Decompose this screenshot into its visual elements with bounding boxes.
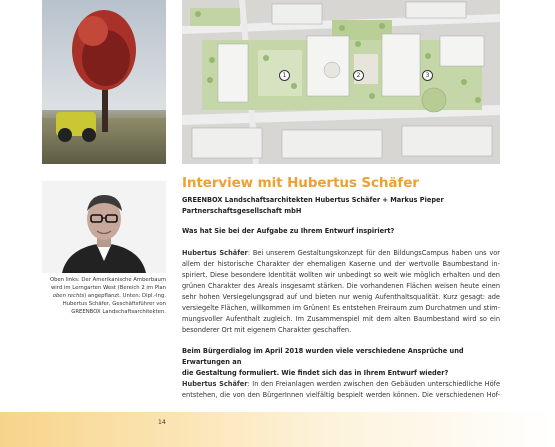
caption-line: GREENBOX Landschaftsarchitekten. — [71, 309, 166, 315]
caption-italic: oben rechts — [52, 293, 85, 299]
answer-1 — [182, 248, 500, 336]
question-line: Beim Bürgerdialog im April 2018 wurden viele verschiedene Ansprüche und Erwartungen an — [182, 347, 464, 366]
subtitle-line: GREENBOX Landschaftsarchitekten Hubertus Schäfer + Markus Pieper — [182, 196, 444, 204]
answer-text: : In den Freianlagen werden zwischen den Gebäuden unterschiedliche Höfe — [247, 380, 501, 388]
page-number: 14 — [158, 419, 166, 426]
answer-line — [182, 248, 500, 259]
speaker-name: Hubertus Schäfer — [182, 249, 248, 257]
plan-marker-2: 2 — [353, 70, 364, 81]
answer-text: : Bei unserem Gestaltungskonzept für den BildungsCampus haben uns vor — [247, 249, 500, 257]
question-line: die Gestaltung formuliert. Wie findet sich das in Ihrem Entwurf wieder? — [182, 369, 449, 377]
portrait-photo — [42, 181, 166, 273]
interview-subtitle — [182, 195, 444, 217]
wheel — [58, 128, 72, 142]
question-2 — [182, 346, 500, 379]
wheel — [82, 128, 96, 142]
answer-line: sehr hohen Versiegelungsgrad auf und bieten nur wenig Aufenthaltsqualität. Kurz gesagt: ade — [182, 293, 500, 301]
answer-line: allem der historische Charakter der ehemaligen Kaserne und der wertvolle Baumbestand in- — [182, 260, 500, 268]
answer-line: mungsvoller Aufenthalt zugleich. Im Zusammenspiel mit dem alten Baumbestand wird so ein — [182, 315, 500, 323]
caption-line: wird im Lerngarten West (Bereich 2 im Plan — [50, 285, 166, 291]
plan-marker-1: 1 — [279, 70, 290, 81]
caption-line — [42, 292, 166, 300]
answer-line: versiegelte Flächen, willkommen im Grünen! Es entstehen Freiraum zum Durchatmen und stim- — [182, 304, 500, 312]
caption-text: ) angepflanzt. Unten: Dipl.-Ing. — [84, 293, 166, 299]
portrait-drawing — [42, 181, 166, 273]
answer-line: besonderer Ort mit eigenem Charakter geschaffen. — [182, 326, 352, 334]
answer-line: entstehen, die von den BürgerInnen vielfältig bespielt werden können. Die verschiedenen Hof- — [182, 391, 500, 399]
photo-caption — [42, 276, 166, 316]
site-plan — [182, 0, 500, 164]
caption-line: Oben links: Der Amerikanische Amberbaum — [49, 277, 166, 283]
interview-title: Interview mit Hubertus Schäfer — [182, 175, 419, 191]
footer-band — [0, 412, 555, 447]
plan-marker-3: 3 — [422, 70, 433, 81]
question-1: Was hat Sie bei der Aufgabe zu Ihrem Entwurf inspiriert? — [182, 227, 395, 235]
site-plan-drawing — [182, 0, 500, 164]
speaker-name: Hubertus Schäfer — [182, 380, 248, 388]
caption-line: Hubertus Schäfer, Geschäftsführer von — [62, 301, 166, 307]
tree-crown-highlight — [78, 16, 108, 46]
answer-line — [182, 379, 500, 390]
answer-line: grünen Charakter des Areals insgesamt stärken. Die vorhandenen Flächen weisen heute einen — [182, 282, 500, 290]
answer-line: spiriert. Diese besondere Identität wollten wir unbedingt so weit wie möglich erhalten und den — [182, 271, 500, 279]
amberbaum-photo — [42, 0, 166, 164]
subtitle-line: Partnerschaftsgesellschaft mbH — [182, 207, 302, 215]
answer-2 — [182, 379, 500, 401]
